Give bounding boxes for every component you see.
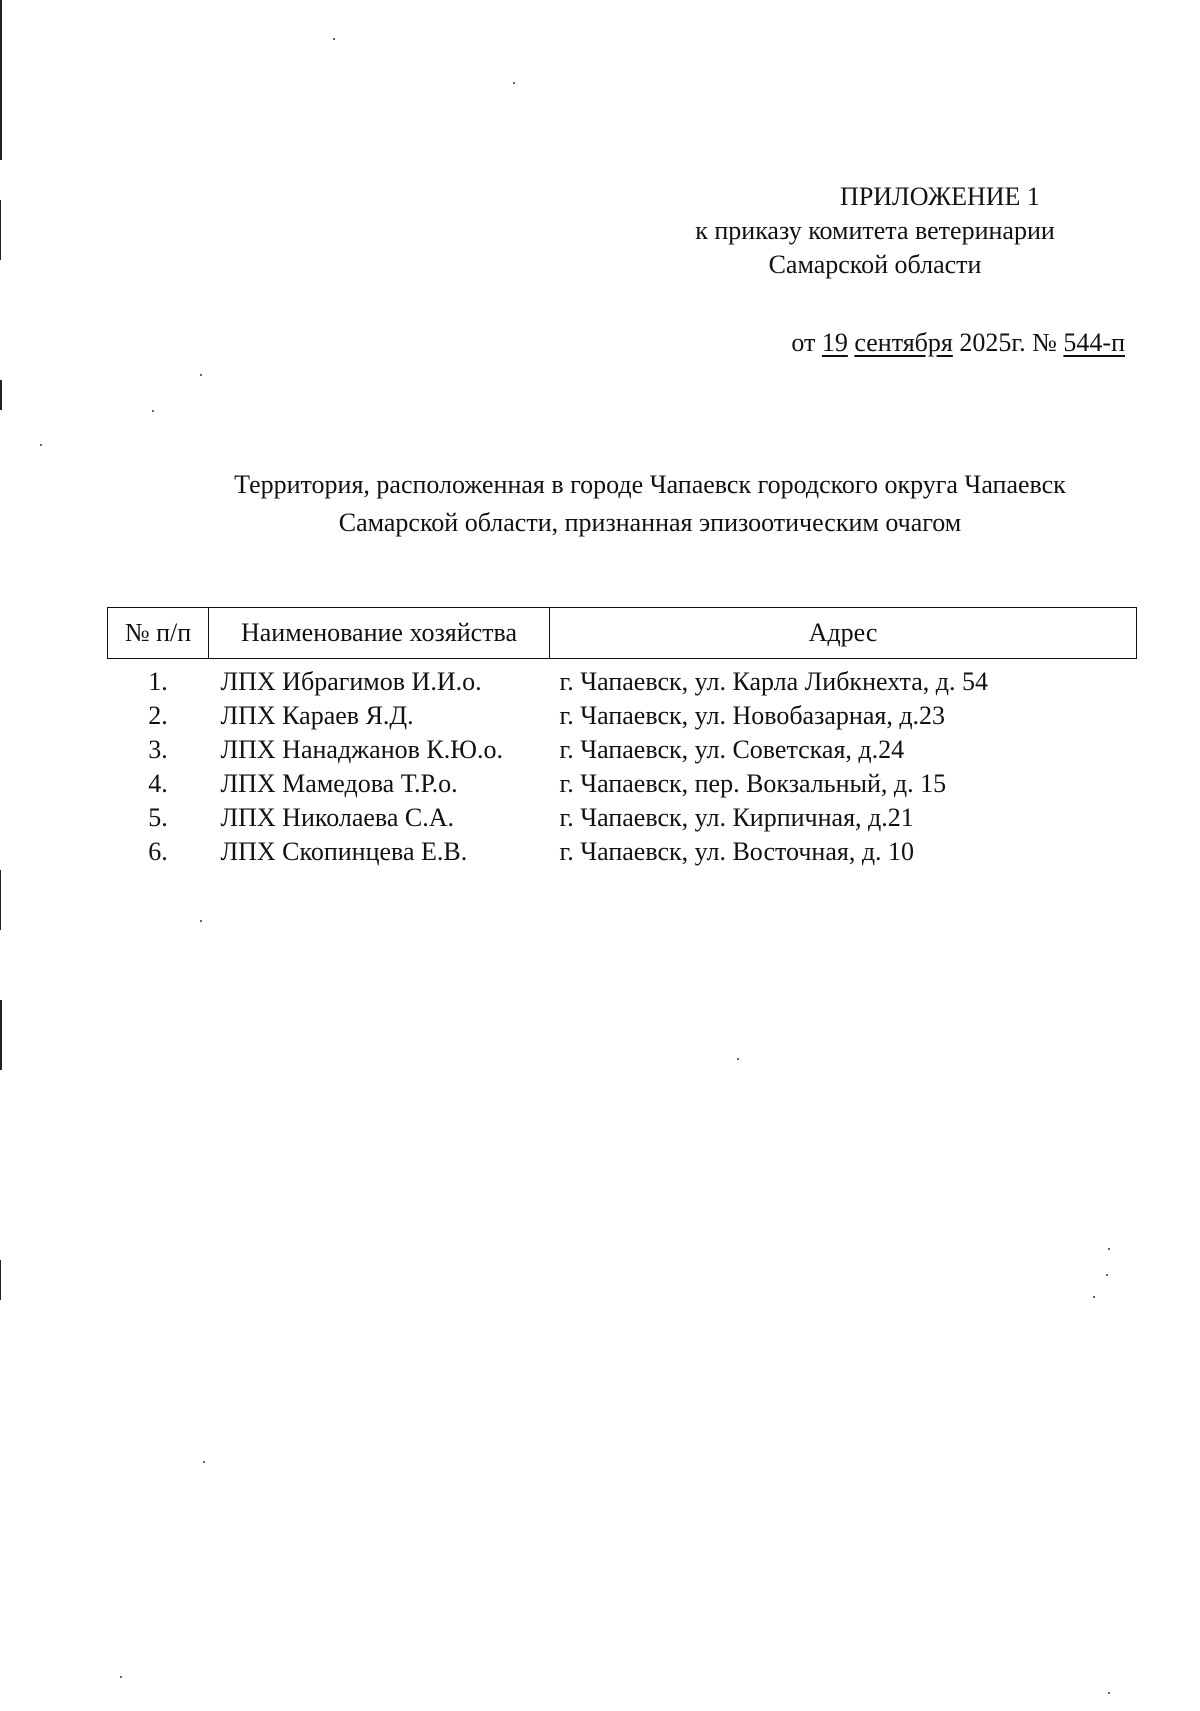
row-num: 2. — [148, 701, 168, 730]
scan-speck — [203, 1461, 205, 1463]
order-reference — [791, 326, 1125, 360]
scan-speck — [1106, 1274, 1108, 1276]
scan-edge-mark — [0, 1260, 1, 1300]
table-row — [108, 699, 1137, 733]
scan-speck — [1108, 1692, 1110, 1694]
order-day: 19 — [821, 328, 848, 357]
scan-speck — [152, 410, 154, 412]
row-num: 6. — [148, 837, 168, 866]
document-title-line-1: Территория, расположенная в городе Чапаевск городского округа Чапаевск — [234, 470, 1066, 499]
scan-speck — [120, 1676, 122, 1678]
table-row — [108, 801, 1137, 835]
scan-edge-mark — [0, 0, 2, 160]
appendix-title: ПРИЛОЖЕНИЕ 1 — [840, 182, 1040, 211]
row-num: 4. — [148, 769, 168, 798]
row-address: г. Чапаевск, ул. Новобазарная, д.23 — [559, 701, 946, 730]
row-address: г. Чапаевск, ул. Восточная, д. 10 — [559, 837, 915, 866]
scan-speck — [200, 920, 202, 922]
order-number: 544-п — [1063, 328, 1125, 357]
row-name: ЛПХ Николаева С.А. — [220, 803, 454, 832]
row-name: ЛПХ Мамедова Т.Р.о. — [220, 769, 458, 798]
appendix-region: Самарской области — [768, 250, 982, 279]
appendix-header — [625, 180, 1125, 282]
appendix-to-order: к приказу комитета ветеринарии — [695, 216, 1055, 245]
row-num: 5. — [148, 803, 168, 832]
row-address: г. Чапаевск, ул. Кирпичная, д.21 — [559, 803, 914, 832]
scan-speck — [333, 38, 335, 40]
header-address: Адрес — [550, 608, 1137, 659]
row-num: 1. — [148, 667, 168, 696]
document-title-line-2: Самарской области, признанная эпизоотическим очагом — [338, 508, 962, 537]
row-name: ЛПХ Нанаджанов К.Ю.о. — [220, 735, 503, 764]
header-name: Наименование хозяйства — [209, 608, 550, 659]
row-name: ЛПХ Ибрагимов И.И.о. — [220, 667, 482, 696]
scan-speck — [513, 82, 515, 84]
table-row — [108, 835, 1137, 869]
table-row — [108, 733, 1137, 767]
farms-table — [107, 607, 1137, 869]
table-row — [108, 659, 1137, 700]
row-address: г. Чапаевск, пер. Вокзальный, д. 15 — [559, 769, 947, 798]
scan-speck — [737, 1058, 739, 1060]
row-address: г. Чапаевск, ул. Карла Либкнехта, д. 54 — [559, 667, 988, 696]
scan-edge-mark — [0, 1000, 2, 1070]
table-row — [108, 767, 1137, 801]
scan-edge-mark — [0, 200, 1, 260]
scan-speck — [40, 444, 42, 446]
table-header-row — [108, 608, 1137, 659]
scan-edge-mark — [0, 870, 1, 930]
order-month: сентября — [854, 328, 953, 357]
order-year: 2025г. № — [952, 328, 1064, 357]
document-title — [150, 466, 1150, 542]
row-name: ЛПХ Караев Я.Д. — [220, 701, 414, 730]
row-num: 3. — [148, 735, 168, 764]
scan-edge-mark — [0, 380, 2, 410]
scan-speck — [200, 374, 202, 376]
row-address: г. Чапаевск, ул. Советская, д.24 — [559, 735, 905, 764]
scan-speck — [1093, 1296, 1095, 1298]
order-prefix: от — [791, 328, 822, 357]
row-name: ЛПХ Скопинцева Е.В. — [220, 837, 468, 866]
header-num: № п/п — [108, 608, 209, 659]
scan-speck — [1108, 1248, 1110, 1250]
